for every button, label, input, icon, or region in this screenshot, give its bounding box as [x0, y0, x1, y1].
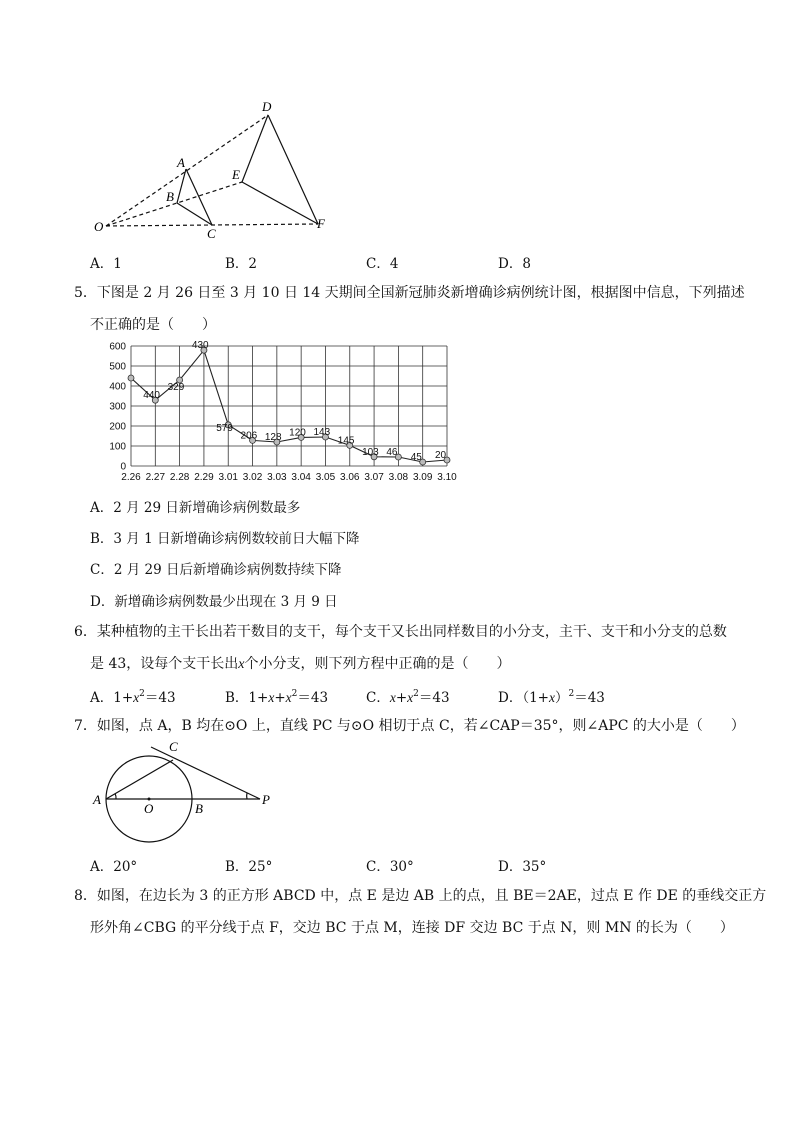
- q5-option-b[interactable]: B．3 月 1 日新增确诊病例数较前日大幅下降: [90, 531, 360, 547]
- seg-DF: [268, 115, 318, 224]
- data-label: 440: [143, 390, 160, 402]
- data-point: [128, 375, 134, 381]
- q7-circle-figure: [85, 735, 285, 845]
- q4-option-c[interactable]: C．4: [366, 256, 399, 272]
- ray-OE: [106, 182, 242, 226]
- q7-option-a[interactable]: A．20°: [90, 859, 138, 875]
- label-A: A: [93, 792, 101, 807]
- q8-stem-line1: 8．如图，在边长为 3 的正方形 ABCD 中，点 E 是边 AB 上的点，且 BE＝2AE，过点 E 作 DE 的垂线交正方: [74, 888, 767, 904]
- q7-option-b[interactable]: B．25°: [225, 859, 273, 875]
- angle-mark-A: [115, 794, 116, 800]
- y-tick-label: 300: [109, 401, 126, 413]
- q7-option-c[interactable]: C．30°: [366, 859, 414, 875]
- q6-option-a[interactable]: A．$1+x^2=43$: [90, 689, 176, 706]
- label-P: P: [262, 792, 270, 807]
- x-tick-label: 3.10: [437, 472, 457, 483]
- data-label: 579: [216, 422, 233, 434]
- x-tick-label: 2.28: [169, 472, 190, 483]
- y-tick-label: 600: [109, 341, 126, 353]
- q4-option-b[interactable]: B．2: [225, 256, 258, 272]
- seg-EF: [242, 182, 318, 224]
- x-tick-label: 2.29: [194, 472, 214, 483]
- q5-option-a[interactable]: A．2 月 29 日新增确诊病例数最多: [90, 500, 301, 516]
- q6-option-b[interactable]: B．$1+x+x^2=43$: [225, 689, 329, 706]
- y-tick-label: 100: [109, 441, 126, 453]
- tangent-PC: [151, 747, 260, 799]
- label-F: F: [317, 216, 325, 231]
- q8-stem-line2: 形外角∠CBG 的平分线于点 F，交边 BC 于点 M，连接 DF 交边 BC 于点 N，则 MN 的长为（ ）: [90, 920, 734, 936]
- x-tick-label: 2.27: [145, 472, 166, 483]
- y-tick-label: 500: [109, 361, 126, 373]
- data-label: 120: [289, 427, 306, 439]
- q5-stem-line1: 5．下图是 2 月 26 日至 3 月 10 日 14 天期间全国新冠肺炎新增确诊病例统计图，根据图中信息，下列描述: [74, 285, 745, 301]
- data-label: 143: [313, 427, 331, 438]
- y-tick-label: 200: [109, 421, 126, 433]
- x-tick-label: 3.05: [315, 472, 336, 483]
- x-tick-label: 2.26: [121, 472, 141, 483]
- q6-option-c[interactable]: C．$x+x^2=43$: [366, 689, 450, 706]
- x-tick-label: 3.01: [218, 472, 238, 483]
- data-label: 128: [264, 432, 282, 443]
- label-C: C: [169, 739, 178, 754]
- q6-stem-line2: 是 43，设每个支干长出x个小分支，则下列方程中正确的是（ ）: [90, 656, 511, 672]
- q4-option-d[interactable]: D．8: [498, 256, 531, 272]
- y-tick-label: 400: [109, 381, 126, 393]
- data-label: 20: [435, 450, 447, 461]
- x-tick-label: 3.08: [388, 472, 409, 483]
- seg-DE: [242, 115, 268, 182]
- x-tick-label: 3.09: [412, 472, 433, 483]
- q5-option-d[interactable]: D．新增确诊病例数最少出现在 3 月 9 日: [90, 594, 338, 610]
- data-label: 103: [362, 446, 379, 458]
- x-tick-label: 3.07: [364, 472, 384, 483]
- label-B: B: [166, 189, 174, 204]
- y-tick-label: 0: [120, 461, 126, 473]
- label-O: O: [94, 219, 104, 234]
- data-label: 206: [240, 430, 258, 442]
- label-A: A: [177, 155, 185, 170]
- label-D: D: [262, 99, 272, 114]
- label-B: B: [195, 801, 203, 816]
- q5-line-chart: [95, 338, 465, 486]
- x-tick-label: 3.02: [242, 472, 263, 483]
- q5-stem-line2: 不正确的是（ ）: [90, 317, 216, 333]
- data-label: 145: [337, 435, 355, 447]
- q7-option-d[interactable]: D．35°: [498, 859, 547, 875]
- label-O: O: [144, 801, 154, 816]
- x-tick-label: 3.04: [291, 472, 311, 483]
- x-tick-label: 3.06: [340, 472, 360, 483]
- x-tick-label: 3.03: [267, 472, 287, 483]
- q4-option-a[interactable]: A．1: [90, 256, 122, 272]
- seg-AC: [106, 760, 173, 799]
- q4-figure: [80, 95, 360, 245]
- data-label: 45: [410, 452, 422, 463]
- data-label: 430: [191, 340, 209, 352]
- label-C: C: [207, 226, 216, 241]
- data-label: 329: [167, 382, 185, 393]
- q5-option-c[interactable]: C．2 月 29 日后新增确诊病例数持续下降: [90, 562, 342, 578]
- q7-stem-line1: 7．如图，点 A，B 均在⊙O 上，直线 PC 与⊙O 相切于点 C，若∠CAP＝35°，则∠APC 的大小是（ ）: [74, 718, 745, 734]
- data-label: 46: [386, 447, 398, 458]
- label-E: E: [232, 167, 240, 182]
- q6-stem-line1: 6．某种植物的主干长出若干数目的支干，每个支干又长出同样数目的小分支，主干、支干和小分支的总数: [74, 624, 727, 640]
- q6-option-d[interactable]: D．$(1+x)^2=43$: [498, 689, 605, 706]
